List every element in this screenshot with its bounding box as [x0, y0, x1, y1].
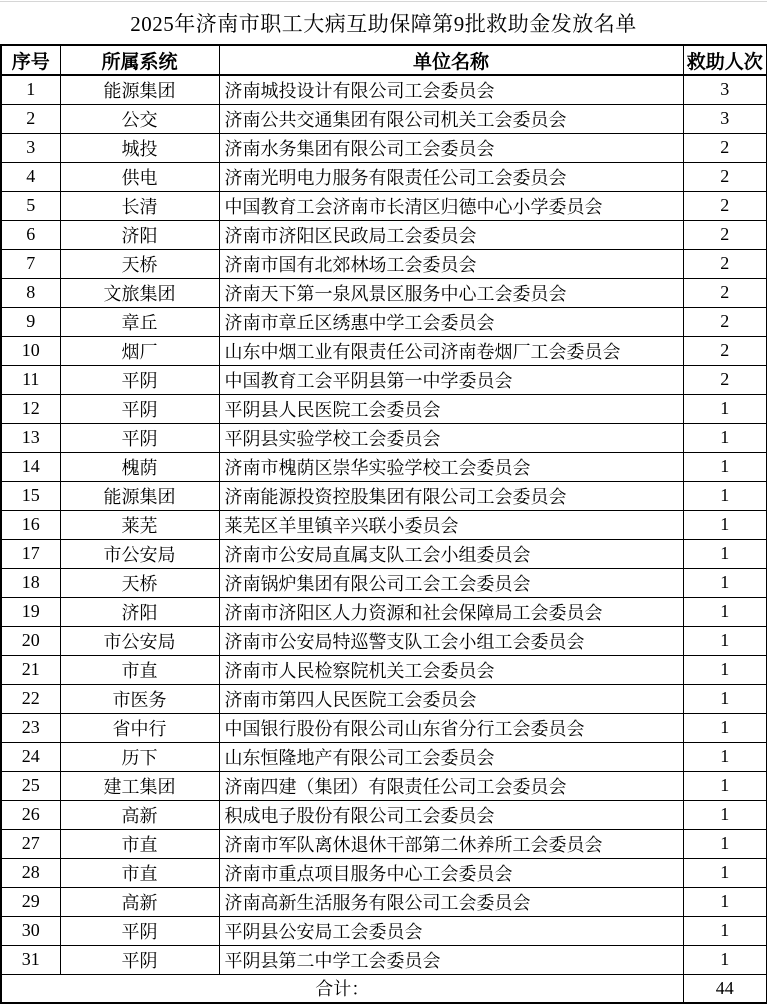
- row-index-cell: 23: [1, 713, 60, 742]
- table-row: [1, 162, 767, 191]
- row-count-cell: 2: [683, 336, 767, 365]
- row-count-cell: 1: [683, 510, 767, 539]
- row-count-cell: 2: [683, 133, 767, 162]
- row-count-cell: 1: [683, 684, 767, 713]
- row-count-cell: 2: [683, 249, 767, 278]
- row-unit-cell: 济南市第四人民医院工会委员会: [219, 684, 683, 713]
- row-unit-cell: 济南市章丘区绣惠中学工会委员会: [219, 307, 683, 336]
- row-count-cell: 1: [683, 858, 767, 887]
- row-system-cell: 莱芜: [60, 510, 219, 539]
- row-system-cell: 市医务: [60, 684, 219, 713]
- row-index-cell: 13: [1, 423, 60, 452]
- table-row: [1, 307, 767, 336]
- row-index-cell: 11: [1, 365, 60, 394]
- table-row: [1, 713, 767, 742]
- row-count-cell: 2: [683, 220, 767, 249]
- row-count-cell: 1: [683, 394, 767, 423]
- table-row: [1, 742, 767, 771]
- table-row: [1, 365, 767, 394]
- row-unit-cell: 济南城投设计有限公司工会委员会: [219, 75, 683, 104]
- row-system-cell: 历下: [60, 742, 219, 771]
- row-index-cell: 3: [1, 133, 60, 162]
- table-row: [1, 220, 767, 249]
- table-row: [1, 539, 767, 568]
- row-count-cell: 1: [683, 597, 767, 626]
- total-value: 44: [683, 974, 767, 1003]
- row-unit-cell: 济南锅炉集团有限公司工会工会委员会: [219, 568, 683, 597]
- row-system-cell: 市公安局: [60, 626, 219, 655]
- total-label: 合计：: [1, 974, 683, 1003]
- row-system-cell: 平阴: [60, 423, 219, 452]
- row-system-cell: 能源集团: [60, 481, 219, 510]
- row-unit-cell: 济南市公安局直属支队工会小组委员会: [219, 539, 683, 568]
- row-unit-cell: 济南光明电力服务有限责任公司工会委员会: [219, 162, 683, 191]
- row-count-cell: 1: [683, 423, 767, 452]
- row-index-cell: 16: [1, 510, 60, 539]
- row-system-cell: 平阴: [60, 365, 219, 394]
- row-system-cell: 城投: [60, 133, 219, 162]
- row-index-cell: 22: [1, 684, 60, 713]
- row-unit-cell: 济南天下第一泉风景区服务中心工会委员会: [219, 278, 683, 307]
- row-count-cell: 2: [683, 191, 767, 220]
- row-system-cell: 市直: [60, 829, 219, 858]
- row-unit-cell: 济南能源投资控股集团有限公司工会委员会: [219, 481, 683, 510]
- relief-fund-table: [0, 44, 767, 1004]
- row-unit-cell: 济南市国有北郊林场工会委员会: [219, 249, 683, 278]
- row-count-cell: 1: [683, 829, 767, 858]
- row-count-cell: 1: [683, 771, 767, 800]
- row-count-cell: 1: [683, 742, 767, 771]
- row-system-cell: 烟厂: [60, 336, 219, 365]
- row-index-cell: 5: [1, 191, 60, 220]
- table-body: [1, 75, 767, 974]
- row-index-cell: 2: [1, 104, 60, 133]
- row-system-cell: 长清: [60, 191, 219, 220]
- row-index-cell: 9: [1, 307, 60, 336]
- row-unit-cell: 平阴县实验学校工会委员会: [219, 423, 683, 452]
- col-header-count: 救助人次: [683, 45, 767, 75]
- row-index-cell: 1: [1, 75, 60, 104]
- page-title: 2025年济南市职工大病互助保障第9批救助金发放名单: [130, 12, 637, 36]
- row-index-cell: 17: [1, 539, 60, 568]
- row-count-cell: 1: [683, 800, 767, 829]
- table-header-row: [1, 45, 767, 75]
- col-header-index: 序号: [1, 45, 60, 75]
- row-system-cell: 济阳: [60, 597, 219, 626]
- table-row: [1, 858, 767, 887]
- row-count-cell: 1: [683, 626, 767, 655]
- row-index-cell: 7: [1, 249, 60, 278]
- row-unit-cell: 济南市公安局特巡警支队工会小组工会委员会: [219, 626, 683, 655]
- col-header-system: 所属系统: [60, 45, 219, 75]
- row-index-cell: 18: [1, 568, 60, 597]
- row-count-cell: 1: [683, 539, 767, 568]
- row-count-cell: 2: [683, 365, 767, 394]
- row-unit-cell: 济南市军队离休退休干部第二休养所工会委员会: [219, 829, 683, 858]
- row-unit-cell: 济南市重点项目服务中心工会委员会: [219, 858, 683, 887]
- table-row: [1, 394, 767, 423]
- table-row: [1, 452, 767, 481]
- row-index-cell: 29: [1, 887, 60, 916]
- row-unit-cell: 山东中烟工业有限责任公司济南卷烟厂工会委员会: [219, 336, 683, 365]
- row-system-cell: 公交: [60, 104, 219, 133]
- table-row: [1, 597, 767, 626]
- table-row: [1, 191, 767, 220]
- row-system-cell: 天桥: [60, 568, 219, 597]
- row-system-cell: 能源集团: [60, 75, 219, 104]
- row-unit-cell: 济南四建（集团）有限责任公司工会委员会: [219, 771, 683, 800]
- table-row: [1, 104, 767, 133]
- table-row: [1, 771, 767, 800]
- table-row: [1, 916, 767, 945]
- table-row: [1, 510, 767, 539]
- row-unit-cell: 平阴县第二中学工会委员会: [219, 945, 683, 974]
- table-row: [1, 684, 767, 713]
- row-count-cell: 2: [683, 307, 767, 336]
- row-count-cell: 3: [683, 75, 767, 104]
- row-count-cell: 1: [683, 568, 767, 597]
- table-row: [1, 481, 767, 510]
- row-count-cell: 3: [683, 104, 767, 133]
- row-system-cell: 济阳: [60, 220, 219, 249]
- row-unit-cell: 济南公共交通集团有限公司机关工会委员会: [219, 104, 683, 133]
- row-system-cell: 平阴: [60, 945, 219, 974]
- row-system-cell: 平阴: [60, 916, 219, 945]
- row-system-cell: 市公安局: [60, 539, 219, 568]
- row-system-cell: 市直: [60, 655, 219, 684]
- row-index-cell: 31: [1, 945, 60, 974]
- row-index-cell: 19: [1, 597, 60, 626]
- row-system-cell: 文旅集团: [60, 278, 219, 307]
- row-count-cell: 2: [683, 162, 767, 191]
- row-index-cell: 15: [1, 481, 60, 510]
- row-unit-cell: 莱芜区羊里镇辛兴联小委员会: [219, 510, 683, 539]
- row-count-cell: 1: [683, 916, 767, 945]
- table-row: [1, 133, 767, 162]
- row-system-cell: 供电: [60, 162, 219, 191]
- row-unit-cell: 山东恒隆地产有限公司工会委员会: [219, 742, 683, 771]
- row-index-cell: 26: [1, 800, 60, 829]
- row-unit-cell: 济南市槐荫区崇华实验学校工会委员会: [219, 452, 683, 481]
- table-row: [1, 75, 767, 104]
- row-count-cell: 1: [683, 713, 767, 742]
- row-count-cell: 1: [683, 655, 767, 684]
- table-row: [1, 945, 767, 974]
- row-index-cell: 10: [1, 336, 60, 365]
- row-index-cell: 21: [1, 655, 60, 684]
- row-system-cell: 天桥: [60, 249, 219, 278]
- row-index-cell: 8: [1, 278, 60, 307]
- row-index-cell: 30: [1, 916, 60, 945]
- table-row: [1, 887, 767, 916]
- row-unit-cell: 中国教育工会济南市长清区归德中心小学委员会: [219, 191, 683, 220]
- row-system-cell: 章丘: [60, 307, 219, 336]
- table-row: [1, 626, 767, 655]
- total-row: [1, 974, 767, 1003]
- row-system-cell: 平阴: [60, 394, 219, 423]
- table-row: [1, 829, 767, 858]
- row-index-cell: 28: [1, 858, 60, 887]
- row-system-cell: 高新: [60, 800, 219, 829]
- row-index-cell: 25: [1, 771, 60, 800]
- row-count-cell: 1: [683, 945, 767, 974]
- row-unit-cell: 中国银行股份有限公司山东省分行工会委员会: [219, 713, 683, 742]
- row-count-cell: 2: [683, 278, 767, 307]
- row-unit-cell: 积成电子股份有限公司工会委员会: [219, 800, 683, 829]
- row-index-cell: 27: [1, 829, 60, 858]
- row-index-cell: 24: [1, 742, 60, 771]
- row-count-cell: 1: [683, 887, 767, 916]
- row-index-cell: 4: [1, 162, 60, 191]
- row-system-cell: 槐荫: [60, 452, 219, 481]
- row-system-cell: 市直: [60, 858, 219, 887]
- col-header-unit: 单位名称: [219, 45, 683, 75]
- table-row: [1, 655, 767, 684]
- row-index-cell: 6: [1, 220, 60, 249]
- table-row: [1, 278, 767, 307]
- row-count-cell: 1: [683, 452, 767, 481]
- row-unit-cell: 平阴县人民医院工会委员会: [219, 394, 683, 423]
- table-row: [1, 423, 767, 452]
- table-row: [1, 249, 767, 278]
- row-index-cell: 20: [1, 626, 60, 655]
- row-system-cell: 建工集团: [60, 771, 219, 800]
- table-row: [1, 800, 767, 829]
- row-count-cell: 1: [683, 481, 767, 510]
- row-index-cell: 14: [1, 452, 60, 481]
- row-unit-cell: 济南高新生活服务有限公司工会委员会: [219, 887, 683, 916]
- row-unit-cell: 济南市济阳区人力资源和社会保障局工会委员会: [219, 597, 683, 626]
- table-row: [1, 568, 767, 597]
- table-row: [1, 336, 767, 365]
- row-unit-cell: 平阴县公安局工会委员会: [219, 916, 683, 945]
- row-unit-cell: 济南水务集团有限公司工会委员会: [219, 133, 683, 162]
- row-unit-cell: 济南市人民检察院机关工会委员会: [219, 655, 683, 684]
- row-system-cell: 高新: [60, 887, 219, 916]
- row-system-cell: 省中行: [60, 713, 219, 742]
- row-index-cell: 12: [1, 394, 60, 423]
- row-unit-cell: 济南市济阳区民政局工会委员会: [219, 220, 683, 249]
- row-unit-cell: 中国教育工会平阴县第一中学委员会: [219, 365, 683, 394]
